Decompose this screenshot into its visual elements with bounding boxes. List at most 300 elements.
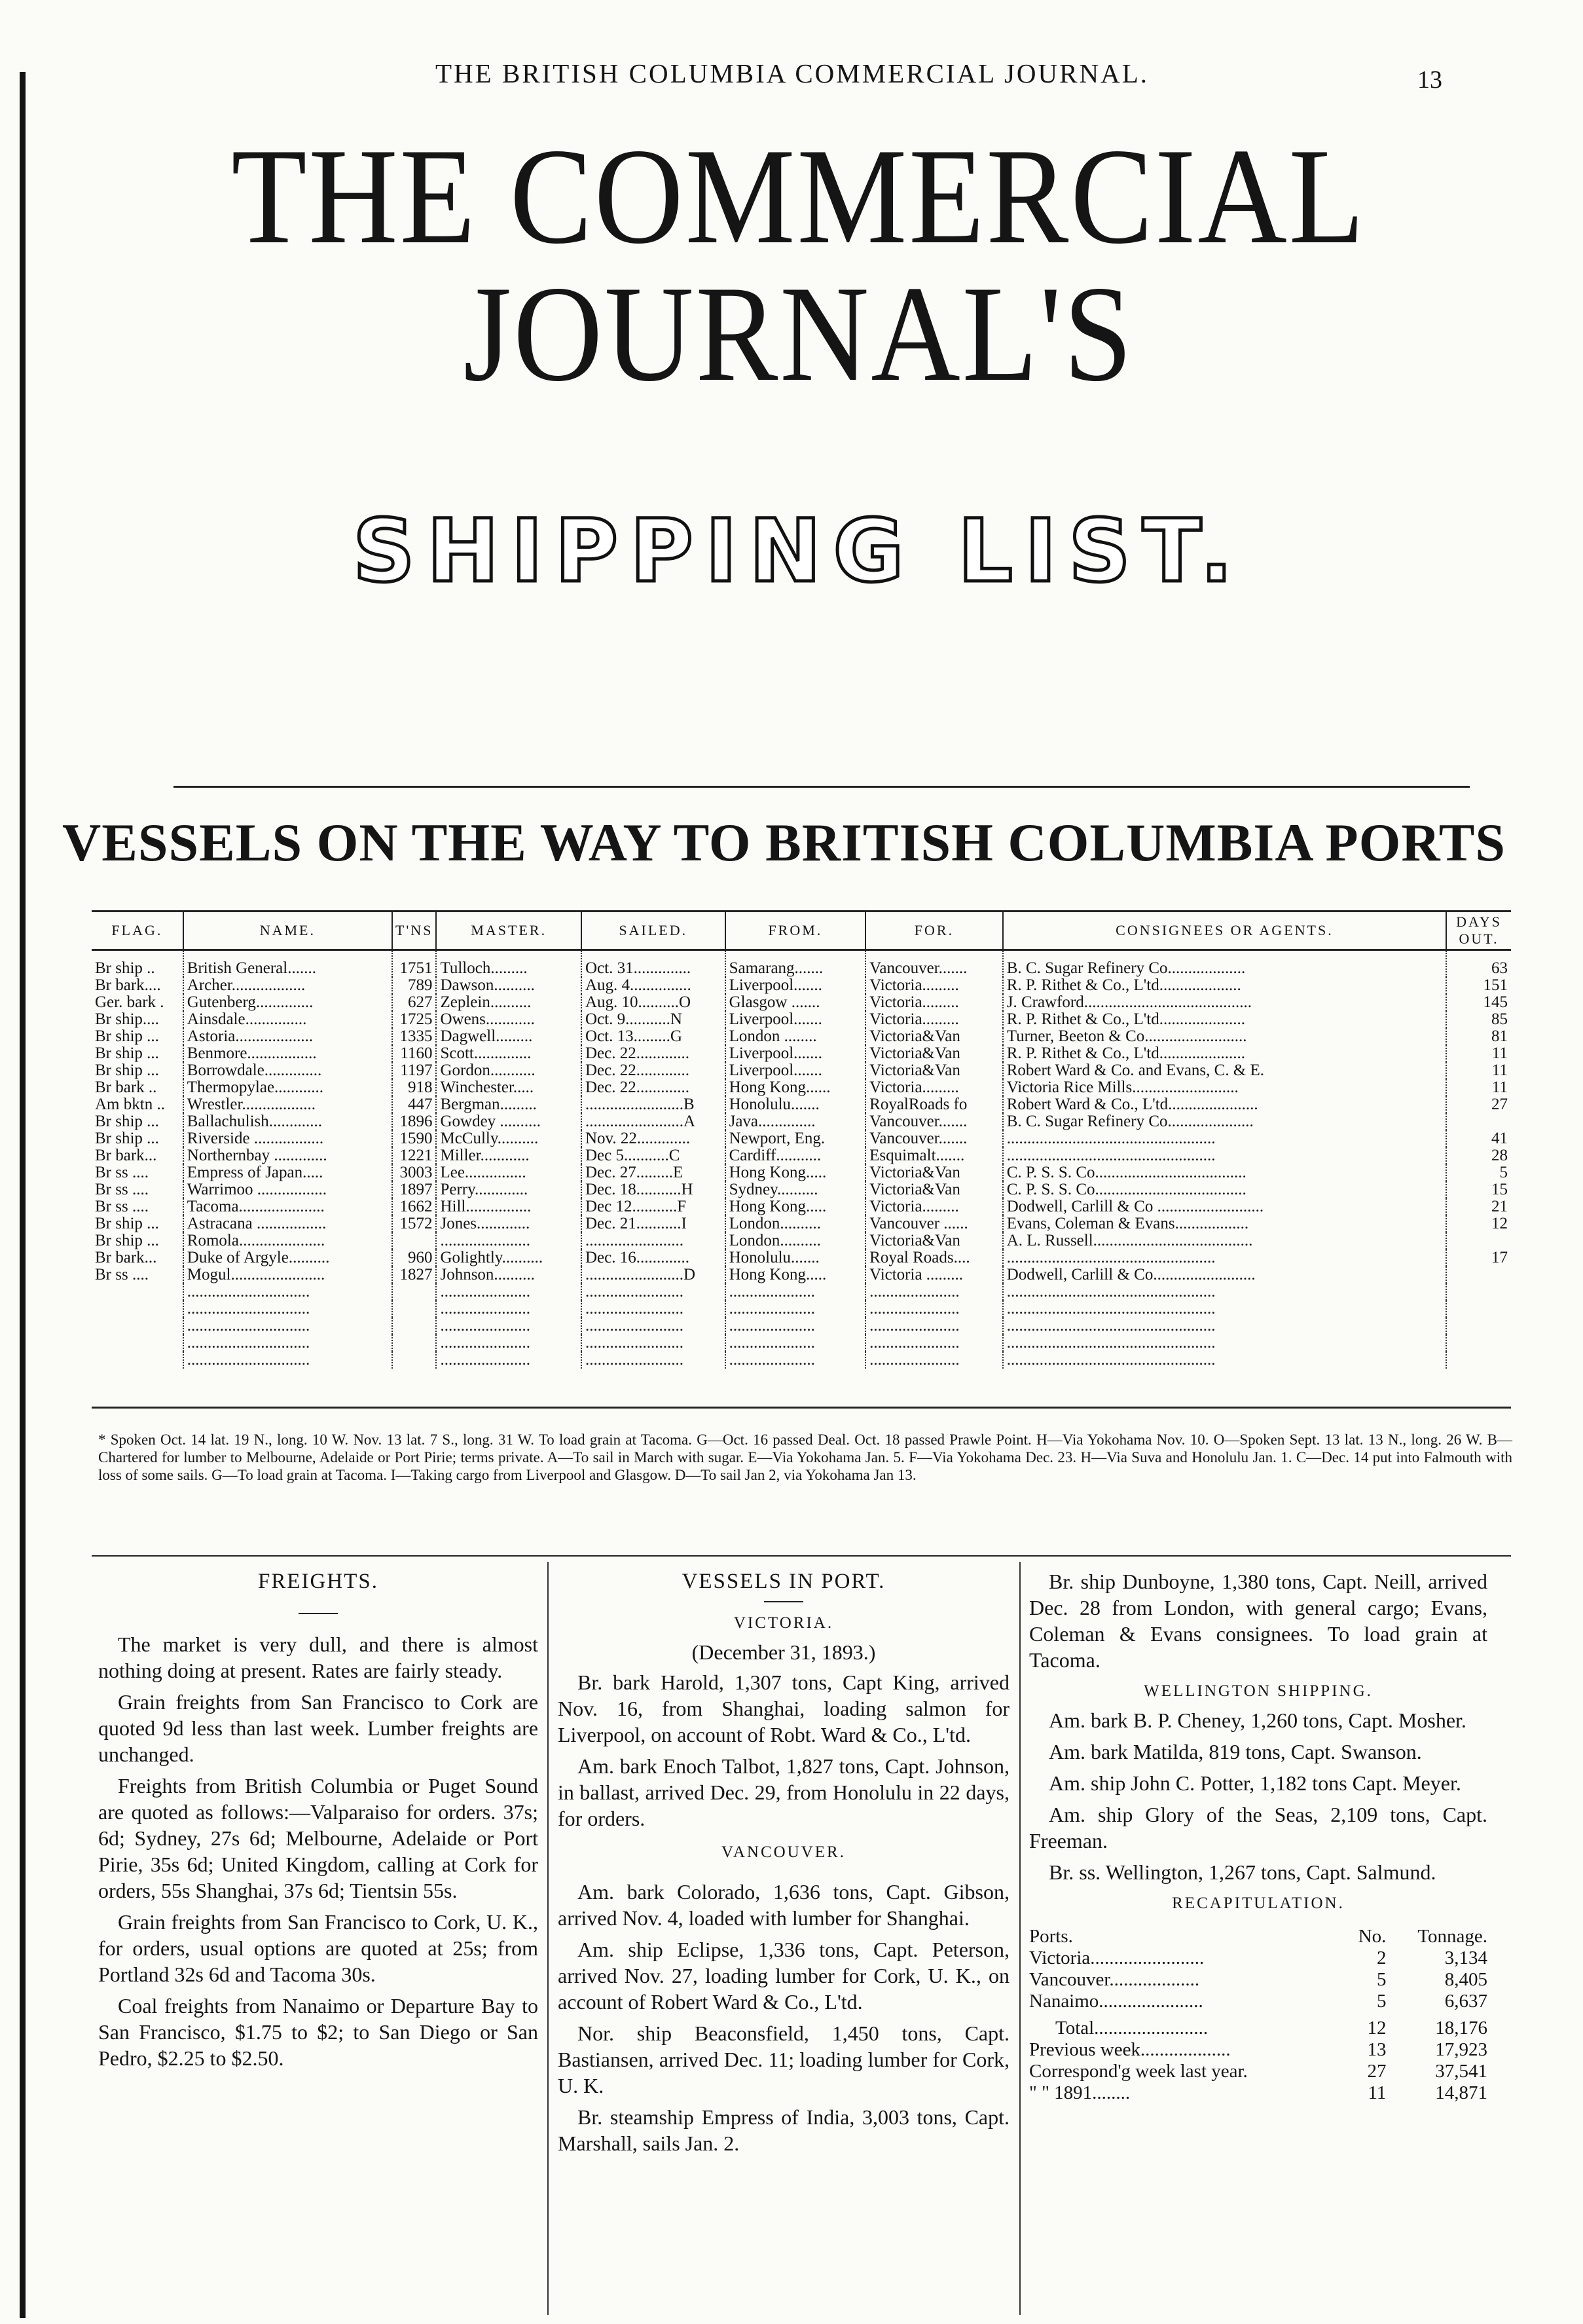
cell-from: Liverpool.......: [725, 1045, 866, 1062]
page-edge-rule: [20, 72, 26, 2318]
cell-tons: 1335: [392, 1028, 437, 1045]
cell-sailed: Dec. 22.............: [581, 1045, 725, 1062]
cell-master: Jones.............: [436, 1215, 581, 1232]
recap-previous-tonnage: 17,923: [1435, 2039, 1487, 2060]
cell-consignees: J. Crawford.........................................: [1003, 994, 1446, 1011]
in-port-entry: Br. steamship Empress of India, 3,003 tons, Capt. Marshall, sails Jan. 2.: [558, 2105, 1010, 2155]
banner-title: SHIPPING LIST.: [352, 501, 1245, 602]
columns-top-rule: [92, 1555, 1511, 1557]
in-port-entry: Br. ship Dunboyne, 1,380 tons, Capt. Neill, arrived Dec. 28 from London, with general cargo; Evans, Coleman & Evans consignees. To load grain at Tacoma.: [1029, 1570, 1487, 1672]
column-separator: [547, 1562, 549, 2315]
cell-tons: [392, 1318, 437, 1335]
cell-tons: [392, 1352, 437, 1369]
table-row: [92, 1113, 1511, 1130]
table-row: [92, 1164, 1511, 1181]
cell-master: Johnson..........: [436, 1266, 581, 1283]
table-header-row: [92, 912, 1511, 950]
cell-consignees: ...................................................: [1003, 1352, 1446, 1369]
cell-tons: [392, 1300, 437, 1318]
recap-tonnage: 8,405: [1444, 1969, 1487, 1990]
cell-tons: 1197: [392, 1062, 437, 1079]
cell-master: ......................: [436, 1283, 581, 1300]
recap-total-label: Total........................: [1055, 2018, 1209, 2038]
cell-from: Newport, Eng.: [725, 1130, 866, 1147]
cell-days-out: [1446, 1232, 1511, 1249]
cell-sailed: Aug. 10..........O: [581, 994, 725, 1011]
cell-from: .....................: [725, 1300, 866, 1318]
cell-consignees: R. P. Rithet & Co., L'td.....................: [1003, 1045, 1446, 1062]
table-row: [92, 1215, 1511, 1232]
cell-flag: Br ss ....: [95, 1266, 149, 1283]
cell-days-out: 85: [1446, 1011, 1511, 1028]
cell-days-out: 17: [1446, 1249, 1511, 1266]
cell-for: ......................: [865, 1352, 1003, 1369]
cell-tons: 918: [392, 1079, 437, 1096]
column-header-days-out: DAYS OUT.: [1446, 912, 1511, 950]
cell-for: ......................: [865, 1283, 1003, 1300]
cell-tons: 1160: [392, 1045, 437, 1062]
recap-header: Tonnage.: [1417, 1926, 1487, 1947]
column-header-sailed: SAILED.: [581, 912, 725, 950]
table-row: [92, 1011, 1511, 1028]
table-row: [92, 1096, 1511, 1113]
cell-flag: Br ship ...: [95, 1232, 159, 1249]
cell-master: Tulloch.........: [436, 950, 581, 978]
cell-consignees: Victoria Rice Mills..........................: [1003, 1079, 1446, 1096]
cell-name: Ballachulish.............: [183, 1113, 392, 1130]
wellington-entry: Br. ss. Wellington, 1,267 tons, Capt. Salmund.: [1049, 1860, 1436, 1884]
cell-master: Lee...............: [436, 1164, 581, 1181]
cell-consignees: C. P. S. S. Co.....................................: [1003, 1181, 1446, 1198]
cell-consignees: Robert Ward & Co., L'td......................: [1003, 1096, 1446, 1113]
table-row: [92, 1062, 1511, 1079]
recap-row: [1029, 1991, 1487, 2012]
recap-row: [1029, 1947, 1487, 1969]
cell-tons: 3003: [392, 1164, 437, 1181]
cell-flag: [92, 1335, 183, 1352]
cell-from: Hong Kong.....: [725, 1266, 866, 1283]
heading-dash: [299, 1613, 338, 1614]
cell-flag: Br ss ....: [95, 1198, 149, 1215]
cell-sailed: Aug. 4...............: [581, 977, 725, 994]
freights-paragraph: The market is very dull, and there is almost nothing doing at present. Rates are fairly steady.: [98, 1632, 538, 1682]
recap-number: 2: [1376, 1947, 1387, 1968]
cell-flag: Br ship ...: [95, 1045, 159, 1062]
cell-days-out: 63: [1446, 950, 1511, 978]
section-divider: [173, 786, 1470, 788]
cell-tons: 789: [392, 977, 437, 994]
wellington-entry: Am. bark B. P. Cheney, 1,260 tons, Capt. Mosher.: [1049, 1708, 1466, 1732]
table-row: [92, 1045, 1511, 1062]
freights-heading: FREIGHTS.: [258, 1570, 378, 1593]
table-row: [92, 1130, 1511, 1147]
recap-last-year-number: 27: [1367, 2061, 1387, 2082]
cell-consignees: Turner, Beeton & Co.........................: [1003, 1028, 1446, 1045]
cell-flag: [92, 1352, 183, 1369]
table-row: [92, 1028, 1511, 1045]
recap-header: No.: [1358, 1926, 1387, 1947]
cell-for: Vancouver.......: [865, 1113, 1003, 1130]
cell-from: Honolulu.......: [725, 1096, 866, 1113]
cell-master: ......................: [436, 1352, 581, 1369]
column-header-tons: T'NS: [392, 912, 437, 950]
cell-sailed: Dec. 16.............: [581, 1249, 725, 1266]
cell-from: Java..............: [725, 1113, 866, 1130]
recap-port: Nanaimo......................: [1029, 1991, 1203, 2012]
cell-name: Thermopylae............: [183, 1079, 392, 1096]
table-row: [92, 1300, 1511, 1318]
cell-consignees: B. C. Sugar Refinery Co...................: [1003, 950, 1446, 978]
in-port-entry: Br. bark Harold, 1,307 tons, Capt King, arrived Nov. 16, from Shanghai, loading salmon for Liverpool, on account of Robt. Ward & Co., L'td.: [558, 1670, 1010, 1746]
cell-tons: 1221: [392, 1147, 437, 1164]
cell-flag: [92, 1300, 183, 1318]
cell-from: Hong Kong.....: [725, 1164, 866, 1181]
recap-last-year-label: Correspond'g week last year.: [1029, 2061, 1248, 2082]
cell-flag: [92, 1318, 183, 1335]
cell-days-out: [1446, 1335, 1511, 1352]
cell-from: .....................: [725, 1283, 866, 1300]
victoria-label: VICTORIA.: [733, 1614, 834, 1632]
cell-for: Vancouver ......: [865, 1215, 1003, 1232]
cell-sailed: Oct. 31..............: [581, 950, 725, 978]
cell-name: Astoria...................: [183, 1028, 392, 1045]
cell-name: ..............................: [183, 1283, 392, 1300]
cell-master: Hill................: [436, 1198, 581, 1215]
cell-name: ..............................: [183, 1352, 392, 1369]
table-row: [92, 1335, 1511, 1352]
cell-for: Victoria&Van: [865, 1232, 1003, 1249]
cell-from: Hong Kong.....: [725, 1198, 866, 1215]
cell-flag: Br bark ..: [95, 1079, 157, 1096]
cell-sailed: Dec. 21...........I: [581, 1215, 725, 1232]
cell-name: Astracana .................: [183, 1215, 392, 1232]
recap-label: RECAPITULATION.: [1172, 1894, 1345, 1912]
cell-sailed: Dec. 22.............: [581, 1062, 725, 1079]
cell-master: Owens............: [436, 1011, 581, 1028]
cell-name: British General.......: [183, 950, 392, 978]
cell-for: Victoria.........: [865, 1079, 1003, 1096]
cell-days-out: [1446, 1318, 1511, 1335]
column-header-name: NAME.: [183, 912, 392, 950]
cell-master: Golightly..........: [436, 1249, 581, 1266]
cell-days-out: 28: [1446, 1147, 1511, 1164]
cell-days-out: [1446, 1352, 1511, 1369]
cell-from: Liverpool.......: [725, 977, 866, 994]
wellington-column: [1029, 1568, 1487, 2104]
wellington-label: WELLINGTON SHIPPING.: [1144, 1682, 1373, 1700]
column-header-from: FROM.: [725, 912, 866, 950]
cell-days-out: 5: [1446, 1164, 1511, 1181]
cell-for: Vancouver.......: [865, 950, 1003, 978]
recap-total-row: [1029, 2012, 1487, 2039]
in-port-entry: Am. ship Eclipse, 1,336 tons, Capt. Peterson, arrived Nov. 27, loading lumber for Cork, U. K., on account of Robert Ward & Co., L'td.: [558, 1938, 1010, 2014]
cell-consignees: ...................................................: [1003, 1318, 1446, 1335]
cell-tons: [392, 1283, 437, 1300]
cell-for: Victoria.........: [865, 977, 1003, 994]
table-footnotes: * Spoken Oct. 14 lat. 19 N., long. 10 W. Nov. 13 lat. 7 S., long. 31 W. To load grain at Tacoma. G—Oct. 16 passed Deal. Oct. 18 passed Prawle Point. H—Via Yokohama Nov. 10. O—Spoken Sept. 13 lat. 13 N., long. 26 W. B—Chartered for lumber to Melbourne, Adelaide or Port Pirie; terms private. A—To sail in March with sugar. E—Via Yokohama Jan. 5. F—Via Yokohama Dec. 23. H—Via Suva and Honolulu Jan. 1. C—Dec. 14 put into Falmouth with loss of some sails. G—To load grain at Tacoma. I—Taking cargo from Liverpool and Glasgow. D—To sail Jan 2, via Yokohama Jan 13.: [98, 1431, 1512, 1483]
recap-1891-row: [1029, 2082, 1487, 2104]
cell-tons: 1827: [392, 1266, 437, 1283]
cell-name: ..............................: [183, 1318, 392, 1335]
cell-for: Victoria.........: [865, 1198, 1003, 1215]
cell-from: Sydney..........: [725, 1181, 866, 1198]
cell-consignees: Robert Ward & Co. and Evans, C. & E.: [1003, 1062, 1446, 1079]
page-number: 13: [1417, 66, 1442, 94]
cell-sailed: Dec. 27.........E: [581, 1164, 725, 1181]
cell-from: London ........: [725, 1028, 866, 1045]
cell-flag: Ger. bark .: [95, 994, 164, 1011]
cell-master: Dagwell.........: [436, 1028, 581, 1045]
cell-from: Honolulu.......: [725, 1249, 866, 1266]
cell-master: Scott..............: [436, 1045, 581, 1062]
cell-sailed: ........................D: [581, 1266, 725, 1283]
cell-master: Gordon...........: [436, 1062, 581, 1079]
cell-tons: 1897: [392, 1181, 437, 1198]
cell-tons: 960: [392, 1249, 437, 1266]
table-row: [92, 1079, 1511, 1096]
cell-consignees: B. C. Sugar Refinery Co.....................: [1003, 1113, 1446, 1130]
cell-for: Victoria&Van: [865, 1181, 1003, 1198]
cell-from: Samarang.......: [725, 950, 866, 978]
cell-tons: 1590: [392, 1130, 437, 1147]
freights-paragraph: Grain freights from San Francisco to Cork are quoted 9d less than last week. Lumber freights are unchanged.: [98, 1690, 538, 1766]
cell-for: ......................: [865, 1300, 1003, 1318]
cell-consignees: ...................................................: [1003, 1283, 1446, 1300]
cell-for: Victoria .........: [865, 1266, 1003, 1283]
vessels-in-port-column: [558, 1568, 1010, 2162]
cell-days-out: 11: [1446, 1079, 1511, 1096]
cell-days-out: 11: [1446, 1062, 1511, 1079]
cell-days-out: [1446, 1300, 1511, 1318]
freights-paragraph: Grain freights from San Francisco to Cork, U. K., for orders, usual options are quoted at 25s; from Portland 32s 6d and Tacoma 30s.: [98, 1910, 538, 1986]
table-row: [92, 1249, 1511, 1266]
cell-consignees: C. P. S. S. Co.....................................: [1003, 1164, 1446, 1181]
cell-sailed: ........................: [581, 1232, 725, 1249]
cell-master: Perry.............: [436, 1181, 581, 1198]
section-title: VESSELS ON THE WAY TO BRITISH COLUMBIA PORTS: [62, 813, 1506, 872]
cell-name: Gutenberg..............: [183, 994, 392, 1011]
cell-name: Archer..................: [183, 977, 392, 994]
cell-name: Wrestler..................: [183, 1096, 392, 1113]
cell-consignees: ...................................................: [1003, 1147, 1446, 1164]
recap-1891-number: 11: [1368, 2082, 1387, 2103]
cell-days-out: [1446, 1113, 1511, 1130]
cell-for: Victoria.........: [865, 994, 1003, 1011]
cell-days-out: 21: [1446, 1198, 1511, 1215]
table-row: [92, 1352, 1511, 1369]
cell-tons: 1896: [392, 1113, 437, 1130]
cell-sailed: ........................: [581, 1335, 725, 1352]
freights-paragraph: Coal freights from Nanaimo or Departure Bay to San Francisco, $1.75 to $2; to San Diego or San Pedro, $2.25 to $2.50.: [98, 1994, 538, 2070]
cell-from: Hong Kong......: [725, 1079, 866, 1096]
cell-consignees: ...................................................: [1003, 1300, 1446, 1318]
freights-paragraph: Freights from British Columbia or Puget Sound are quoted as follows:—Valparaiso for orders. 37s; 6d; Sydney, 27s 6d; Melbourne, Adelaide or Port Pirie, 35s 6d; United Kingdom, calling at Cork for orders, 55s Shanghai, 37s 6d; Tientsin 55s.: [98, 1774, 538, 1902]
cell-tons: 447: [392, 1096, 437, 1113]
cell-sailed: Oct. 9...........N: [581, 1011, 725, 1028]
cell-name: Empress of Japan.....: [183, 1164, 392, 1181]
cell-consignees: ...................................................: [1003, 1335, 1446, 1352]
cell-master: Winchester.....: [436, 1079, 581, 1096]
column-header-consignees: CONSIGNEES OR AGENTS.: [1003, 912, 1446, 950]
cell-days-out: 81: [1446, 1028, 1511, 1045]
cell-master: Miller............: [436, 1147, 581, 1164]
cell-days-out: [1446, 1266, 1511, 1283]
cell-flag: Br ship ...: [95, 1028, 159, 1045]
cell-days-out: 41: [1446, 1130, 1511, 1147]
cell-flag: Br bark....: [95, 977, 161, 994]
table-row: [92, 1198, 1511, 1215]
recap-row: [1029, 1969, 1487, 1991]
cell-name: ..............................: [183, 1335, 392, 1352]
wellington-entry: Am. ship Glory of the Seas, 2,109 tons, Capt. Freeman.: [1029, 1803, 1487, 1853]
cell-for: ......................: [865, 1318, 1003, 1335]
cell-name: Duke of Argyle..........: [183, 1249, 392, 1266]
cell-consignees: Dodwell, Carlill & Co.........................: [1003, 1266, 1446, 1283]
table-row: [92, 1283, 1511, 1300]
cell-master: ......................: [436, 1335, 581, 1352]
cell-sailed: ........................: [581, 1283, 725, 1300]
heading-dash: [764, 1601, 803, 1602]
cell-from: .....................: [725, 1352, 866, 1369]
cell-for: Royal Roads....: [865, 1249, 1003, 1266]
cell-days-out: 12: [1446, 1215, 1511, 1232]
cell-for: RoyalRoads fo: [865, 1096, 1003, 1113]
cell-from: Liverpool.......: [725, 1062, 866, 1079]
cell-from: .....................: [725, 1335, 866, 1352]
in-port-entry: Am. bark Enoch Talbot, 1,827 tons, Capt. Johnson, in ballast, arrived Dec. 29, from Honolulu in 22 days, for orders.: [558, 1754, 1010, 1830]
cell-name: Northernbay .............: [183, 1147, 392, 1164]
masthead: THE COMMERCIAL JOURNAL'S: [231, 120, 1366, 410]
cell-tons: 1572: [392, 1215, 437, 1232]
cell-sailed: Nov. 22.............: [581, 1130, 725, 1147]
cell-tons: 1725: [392, 1011, 437, 1028]
recap-port: Vancouver...................: [1029, 1969, 1200, 1990]
cell-flag: Br ship ...: [95, 1215, 159, 1232]
cell-flag: Br ship ...: [95, 1130, 159, 1147]
cell-flag: Br ship ...: [95, 1113, 159, 1130]
cell-name: Benmore.................: [183, 1045, 392, 1062]
cell-flag: [92, 1283, 183, 1300]
freights-column: [98, 1568, 538, 2076]
cell-tons: [392, 1232, 437, 1249]
cell-name: Warrimoo .................: [183, 1181, 392, 1198]
cell-flag: Br ship....: [95, 1011, 159, 1028]
recap-previous-row: [1029, 2039, 1487, 2061]
recap-tonnage: 3,134: [1444, 1947, 1487, 1968]
cell-master: Zeplein..........: [436, 994, 581, 1011]
cell-sailed: Oct. 13.........G: [581, 1028, 725, 1045]
vancouver-label: VANCOUVER.: [721, 1843, 846, 1861]
column-header-master: MASTER.: [436, 912, 581, 950]
cell-days-out: 151: [1446, 977, 1511, 994]
recap-tonnage: 6,637: [1444, 1991, 1487, 2012]
table-bottom-rule: [92, 1407, 1511, 1409]
recap-table: [1029, 1926, 1487, 2104]
cell-tons: [392, 1335, 437, 1352]
recap-total-tonnage: 18,176: [1435, 2018, 1487, 2038]
cell-from: Liverpool.......: [725, 1011, 866, 1028]
cell-for: Esquimalt.......: [865, 1147, 1003, 1164]
table-row: [92, 1181, 1511, 1198]
recap-1891-label: " " 1891........: [1029, 2082, 1131, 2103]
cell-for: Victoria&Van: [865, 1164, 1003, 1181]
cell-name: Tacoma.....................: [183, 1198, 392, 1215]
recap-number: 5: [1376, 1969, 1387, 1990]
column-header-flag: FLAG.: [92, 912, 183, 950]
wellington-entry: Am. bark Matilda, 819 tons, Capt. Swanson.: [1049, 1740, 1422, 1763]
vessels-table: [92, 910, 1511, 1369]
cell-name: Mogul.......................: [183, 1266, 392, 1283]
cell-from: .....................: [725, 1318, 866, 1335]
recap-previous-label: Previous week...................: [1029, 2039, 1231, 2060]
cell-consignees: Evans, Coleman & Evans..................: [1003, 1215, 1446, 1232]
cell-tons: 1662: [392, 1198, 437, 1215]
cell-days-out: 15: [1446, 1181, 1511, 1198]
in-port-heading: VESSELS IN PORT.: [682, 1570, 886, 1593]
recap-1891-tonnage: 14,871: [1435, 2082, 1487, 2103]
cell-master: ......................: [436, 1300, 581, 1318]
cell-days-out: 27: [1446, 1096, 1511, 1113]
recap-header-row: [1029, 1926, 1487, 1947]
cell-sailed: Dec. 18...........H: [581, 1181, 725, 1198]
column-header-for: FOR.: [865, 912, 1003, 950]
cell-flag: Am bktn ..: [95, 1096, 165, 1113]
cell-flag: Br bark...: [95, 1147, 157, 1164]
cell-sailed: ........................B: [581, 1096, 725, 1113]
cell-days-out: 11: [1446, 1045, 1511, 1062]
cell-consignees: R. P. Rithet & Co., L'td.....................: [1003, 1011, 1446, 1028]
table-row: [92, 1318, 1511, 1335]
wellington-entry: Am. ship John C. Potter, 1,182 tons Capt. Meyer.: [1049, 1771, 1461, 1795]
cell-consignees: ...................................................: [1003, 1249, 1446, 1266]
cell-days-out: [1446, 1283, 1511, 1300]
table-row: [92, 1147, 1511, 1164]
recap-port: Victoria........................: [1029, 1947, 1205, 1968]
recap-total-number: 12: [1367, 2018, 1387, 2038]
cell-for: Victoria.........: [865, 1011, 1003, 1028]
cell-flag: Br ss ....: [95, 1181, 149, 1198]
cell-sailed: ........................: [581, 1318, 725, 1335]
recap-last-year-tonnage: 37,541: [1435, 2061, 1487, 2082]
cell-from: Cardiff...........: [725, 1147, 866, 1164]
cell-from: London..........: [725, 1215, 866, 1232]
cell-for: Victoria&Van: [865, 1062, 1003, 1079]
cell-name: Romola.....................: [183, 1232, 392, 1249]
table-row: [92, 950, 1511, 978]
cell-flag: Br ss ....: [95, 1164, 149, 1181]
in-port-entry: Am. bark Colorado, 1,636 tons, Capt. Gibson, arrived Nov. 4, loaded with lumber for Shanghai.: [558, 1880, 1010, 1930]
table-body: [92, 950, 1511, 1369]
cell-sailed: Dec. 22.............: [581, 1079, 725, 1096]
cell-for: Vancouver.......: [865, 1130, 1003, 1147]
cell-sailed: Dec 5...........C: [581, 1147, 725, 1164]
cell-master: Dawson..........: [436, 977, 581, 994]
cell-consignees: Dodwell, Carlill & Co ..........................: [1003, 1198, 1446, 1215]
cell-consignees: R. P. Rithet & Co., L'td....................: [1003, 977, 1446, 994]
cell-name: ..............................: [183, 1300, 392, 1318]
cell-sailed: ........................: [581, 1300, 725, 1318]
cell-master: ......................: [436, 1318, 581, 1335]
cell-from: London..........: [725, 1232, 866, 1249]
cell-sailed: ........................A: [581, 1113, 725, 1130]
running-head: THE BRITISH COLUMBIA COMMERCIAL JOURNAL.: [435, 58, 1149, 88]
cell-flag: Br bark...: [95, 1249, 157, 1266]
cell-tons: 627: [392, 994, 437, 1011]
cell-flag: Br ship ..: [95, 959, 155, 977]
recap-number: 5: [1376, 1991, 1387, 2012]
cell-sailed: ........................: [581, 1352, 725, 1369]
cell-name: Ainsdale...............: [183, 1011, 392, 1028]
